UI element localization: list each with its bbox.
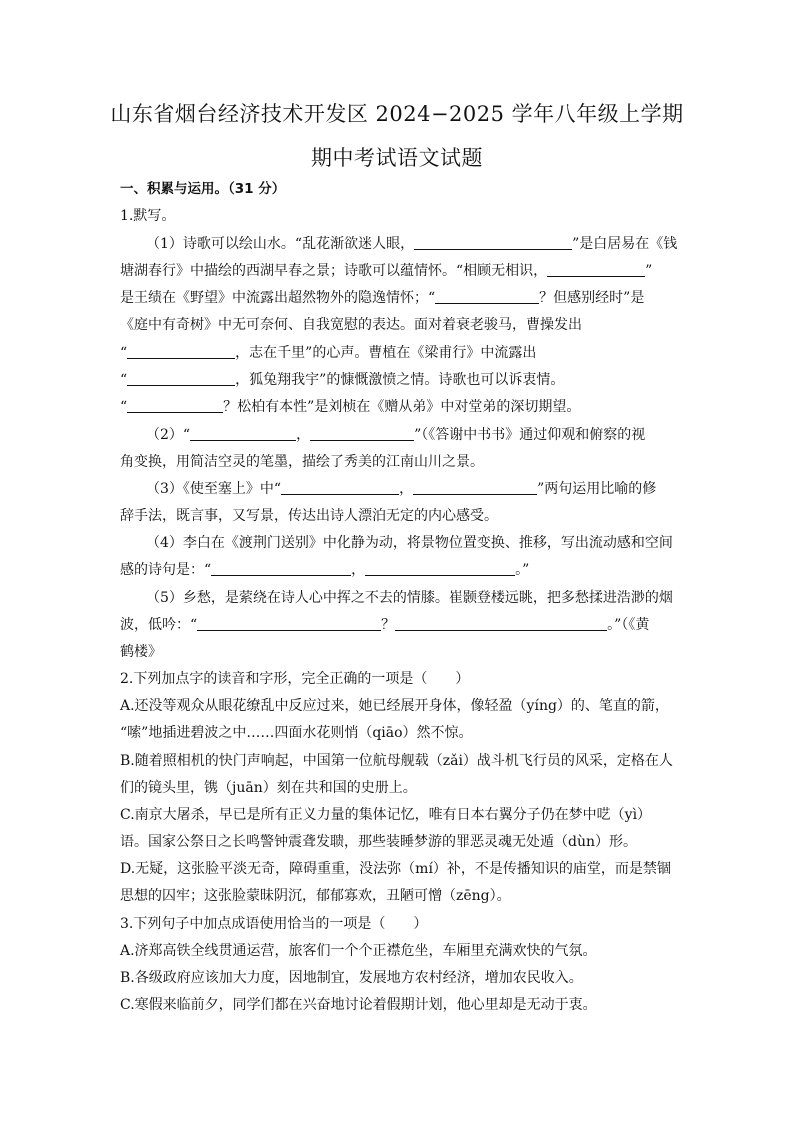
answer-blank	[190, 427, 296, 441]
q1-p1-line3	[120, 290, 644, 306]
q1-p1-line7	[120, 399, 580, 415]
text: 波，低吟：“	[120, 617, 198, 633]
answer-blank	[127, 372, 235, 386]
answer-blank	[310, 427, 414, 441]
question-3-stem: 3.下列句子中加点成语使用恰当的一项是（ ）	[120, 916, 428, 932]
text: “	[120, 372, 128, 388]
text: 。”（《黄	[607, 617, 650, 633]
q1-p3-line2: 辞手法，既言事，又写景，传达出诗人漂泊无定的内心感受。	[120, 508, 498, 524]
q1-p1-line6	[120, 372, 564, 388]
q1-p5-line1: （5）乡愁，是萦绕在诗人心中挥之不去的情膝。崔颢登楼远眺，把多愁揉进浩渺的烟	[146, 590, 673, 606]
text: （1）诗歌可以绘山水。“乱花渐欲迷人眼，	[146, 236, 415, 252]
text: ”（《答谢中书书》通过仰观和俯察的视	[414, 427, 646, 443]
q1-p5-line2	[120, 617, 649, 633]
q3-option-b: B.各级政府应该加大力度，因地制宜，发展地方农村经济，增加农民收入。	[120, 970, 583, 986]
q1-p5-line3: 鹤楼》	[120, 644, 162, 660]
q3-option-c: C.寒假来临前夕，同学们都在兴奋地讨论着假期计划，他心里却是无动于衷。	[120, 997, 597, 1013]
text: ，狐兔翔我宇”的慷慨激愤之情。诗歌也可以诉衷情。	[235, 372, 565, 388]
question-1-stem: 1.默写。	[120, 208, 176, 224]
text: 是王绩在《野望》中流露出超然物外的隐逸情怀；“	[120, 290, 436, 306]
answer-blank	[395, 617, 607, 631]
q1-p1-line2	[120, 263, 652, 279]
answer-blank	[413, 481, 537, 495]
q2-option-c-line2: 语。国家公祭日之长鸣警钟震聋发聩，那些装睡梦游的罪恶灵魂无处遁（dùn）形。	[120, 834, 637, 850]
q1-p1-line4: 《庭中有奇树》中无可奈何、自我宽慰的表达。面对着衰老骏马，曹操发出	[120, 317, 582, 333]
text: 。”	[515, 562, 530, 578]
page-title: 山东省烟台经济技术开发区 2024−2025 学年八年级上学期	[110, 102, 684, 126]
question-2-stem: 2.下列加点字的读音和字形，完全正确的一项是（ ）	[120, 671, 470, 687]
q1-p3-line1	[146, 481, 656, 497]
q1-p1-line1	[146, 236, 677, 252]
q1-p1-line5	[120, 345, 536, 361]
answer-blank	[127, 399, 223, 413]
q1-p4-line2	[120, 562, 529, 578]
q1-p4-line1: （4）李白在《渡荆门送别》中化静为动，将景物位置变换、推移，写出流动感和空间	[146, 535, 673, 551]
text: ？但感别经时”是	[539, 290, 645, 306]
q2-option-a-line1: A.还没等观众从眼花缭乱中反应过来，她已经展开身体，像轻盈（yíng）的、笔直的箭，	[120, 698, 669, 714]
q2-option-c-line1: C.南京大屠杀，早已是所有正义力量的集体记忆，唯有日本右翼分子仍在梦中呓（yì）	[120, 807, 652, 823]
answer-blank	[281, 481, 399, 495]
text: （2）“	[146, 427, 191, 443]
q2-option-b-line1: B.随着照相机的快门声响起，中国第一位航母舰载（zǎi）战斗机飞行员的风采，定格在人	[120, 753, 673, 769]
text: ？	[381, 617, 396, 633]
text: ，	[351, 562, 366, 578]
text: ，	[296, 427, 311, 443]
text: ”两句运用比喻的修	[537, 481, 657, 497]
answer-blank	[414, 236, 572, 250]
q1-p2-line2: 角变换，用简洁空灵的笔墨，描绘了秀美的江南山川之景。	[120, 454, 484, 470]
text: “	[120, 399, 128, 415]
text: ”	[645, 263, 653, 279]
section-heading: 一、积累与运用。（31 分）	[120, 181, 286, 197]
answer-blank	[547, 263, 645, 277]
answer-blank	[127, 345, 235, 359]
text: （3）《使至塞上》中“	[146, 481, 282, 497]
text: 塘湖春行》中描绘的西湖早春之景；诗歌可以蕴情怀。“相顾无相识，	[120, 263, 548, 279]
q2-option-d-line2: 思想的囚牢；这张脸蒙昧阴沉，郁郁寡欢，丑陋可憎（zēng）。	[120, 888, 511, 904]
q1-p2-line1	[146, 427, 645, 443]
q3-option-a: A.济郑高铁全线贯通运营，旅客们一个个正襟危坐，车厢里充满欢快的气氛。	[120, 943, 597, 959]
text: ”是白居易在《钱	[572, 236, 678, 252]
text: ，志在千里”的心声。曹植在《梁甫行》中流露出	[235, 345, 537, 361]
q2-option-b-line2: 们的镜头里，镌（juān）刻在共和国的史册上。	[120, 780, 417, 796]
answer-blank	[435, 290, 539, 304]
q2-option-d-line1: D.无疑，这张脸平淡无奇，障碍重重，没法弥（mí）补，不是传播知识的庙堂，而是禁锢	[120, 861, 671, 877]
text: ？松柏有本性”是刘桢在《赠从弟》中对堂弟的深切期望。	[223, 399, 581, 415]
q2-option-a-line2: “嗦”地插进碧波之中……四面水花则悄（qiāo）然不惊。	[120, 725, 473, 741]
page-subtitle: 期中考试语文试题	[311, 146, 483, 170]
text: “	[120, 345, 128, 361]
text: ，	[399, 481, 414, 497]
answer-blank	[197, 617, 381, 631]
answer-blank	[365, 562, 515, 576]
text: 感的诗句是：“	[120, 562, 212, 578]
answer-blank	[211, 562, 351, 576]
